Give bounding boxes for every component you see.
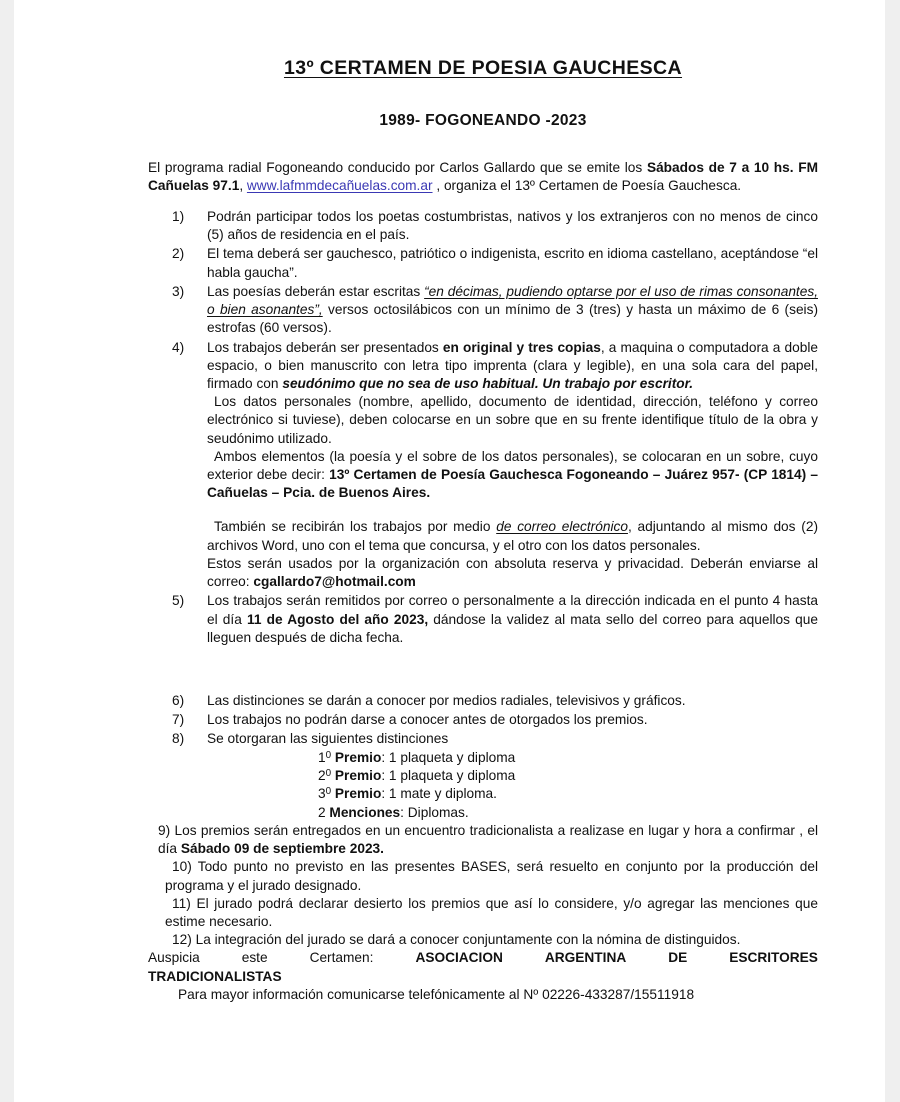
rule-item-6 (148, 692, 818, 710)
prize-ordinal: 2 (318, 768, 326, 784)
sponsor-word-2: este (241, 950, 268, 966)
privacy-paragraph (148, 555, 818, 591)
rule-item-4 (148, 339, 818, 394)
intro-text-part1: El programa radial Fogoneando conducido por Carlos Gallardo que se emite los (148, 159, 647, 175)
rule-number: 2) (172, 246, 185, 262)
sponsor-name-line2: TRADICIONALISTAS (148, 968, 282, 984)
rule-text: Los trabajos no podrán darse a conocer antes de otorgados los premios. (207, 712, 648, 728)
rule-text: Las distinciones se darán a conocer por medios radiales, televisivos y gráficos. (207, 693, 686, 708)
rules-list-continued (148, 592, 818, 647)
document-page (14, 0, 885, 1102)
tail-item-9 (148, 822, 818, 858)
tail-item-10 (148, 858, 818, 894)
intro-comma: , (239, 177, 247, 193)
rule-item-7 (148, 711, 818, 729)
sponsor-name-word-1: ASOCIACION (415, 950, 503, 966)
prize-ordinal-suffix: 0 (325, 786, 332, 798)
prize-value: : Diplomas. (400, 804, 469, 820)
rule-text-pre: Las poesías deberán estar escritas (207, 283, 425, 299)
intro-paragraph (148, 132, 818, 195)
rule-number: 8) (172, 731, 185, 747)
spacer (148, 502, 818, 518)
rule-item-5 (148, 592, 818, 647)
ceremony-date-bold: Sábado 09 de septiembre 2023. (180, 841, 384, 857)
spacer (148, 195, 818, 207)
email-text-emphasis: de correo electrónico (496, 519, 628, 535)
rule-text-post: dándose la validez al mata sello del correo para aquellos que lleguen después de dicha fecha. (207, 611, 818, 645)
contact-phone-line: Para mayor información comunicarse telefónicamente al Nº 02226-433287/15511918 (178, 986, 695, 1002)
rules-list-awards (148, 692, 818, 749)
prize-label: Premio (334, 749, 382, 765)
rules-list (148, 208, 818, 393)
rule-number: 6) (172, 693, 185, 708)
prize-label: Premio (334, 768, 382, 784)
tail-text: 10) Todo punto no previsto en las presentes BASES, será resuelto en conjunto por la producción del programa y el jurado designado. (165, 859, 818, 893)
rule-text-bold: en original y tres copias (442, 339, 601, 355)
rule-text-emphasis: “en décimas, pudiendo optarse por el uso de rimas consonantes, o bien asonantes”, (207, 283, 818, 318)
prize-item-third (318, 785, 818, 803)
rule-item-3 (148, 283, 818, 338)
sponsor-name-word-4: ESCRITORES (729, 950, 818, 966)
tail-text: 11) El jurado podrá declarar desierto los premios que así lo considere, y/o agregar las menciones que estime necesario. (165, 895, 818, 930)
page-title: 13º CERTAMEN DE POESIA GAUCHESCA (283, 57, 683, 79)
email-text-pre: También se recibirán los trabajos por medio (214, 519, 497, 535)
sponsor-row (148, 949, 818, 967)
prize-ordinal-suffix: 0 (325, 749, 332, 761)
rule-text-pre: Los trabajos serán remitidos por correo o personalmente a la dirección indicada en el punto 4 hasta el día (207, 593, 818, 627)
tail-text-pre: 9) Los premios serán entregados en un encuentro tradicionalista a realizase en lugar y hora a confirmar , el día (158, 822, 818, 857)
rule-item-1 (148, 208, 818, 244)
rule-text-pre: Los trabajos deberán ser presentados (207, 339, 443, 355)
intro-text-part2: , organiza el 13º Certamen de Poesía Gauchesca. (432, 177, 742, 193)
prize-value: : 1 plaqueta y diploma (381, 749, 516, 765)
prize-value: : 1 plaqueta y diploma (381, 768, 516, 784)
prize-ordinal: 1 (318, 749, 326, 765)
email-submission-paragraph (148, 518, 818, 554)
rule-number: 4) (172, 339, 185, 355)
rule-text: El tema deberá ser gauchesco, patriótico o indigenista, escrito en idioma castellano, aceptándose “el habla gaucha”. (207, 246, 818, 280)
tail-item-12 (148, 931, 818, 949)
prize-ordinal: 2 (318, 804, 330, 820)
tail-item-11 (148, 895, 818, 931)
rule-number: 7) (172, 712, 185, 728)
prize-item-mentions (318, 804, 818, 822)
sponsor-word-3: Certamen: (309, 950, 374, 966)
prize-ordinal: 3 (318, 786, 326, 802)
spacer (148, 647, 818, 691)
radio-website-link[interactable]: www.lafmmdecañuelas.com.ar (246, 177, 433, 193)
rule-item-8 (148, 730, 818, 748)
prize-label: Premio (334, 786, 382, 802)
sponsor-name-word-2: ARGENTINA (544, 950, 627, 966)
rule-number: 3) (172, 283, 185, 299)
tail-text: 12) La integración del jurado se dará a conocer conjuntamente con la nómina de distinguidos. (172, 932, 741, 948)
prize-item-first (318, 749, 818, 767)
sponsor-line (148, 949, 818, 985)
rule-number: 1) (172, 208, 185, 224)
prize-list (148, 749, 818, 822)
rule-text: Podrán participar todos los poetas costumbristas, nativos y los extranjeros con no menos de cinco (5) años de residencia en el país. (207, 208, 818, 243)
rule-number: 5) (172, 593, 185, 609)
sponsor-word-1: Auspicia (148, 950, 200, 966)
rule-text-bold-italic: seudónimo que no sea de uso habitual. Un trabajo por escritor. (282, 375, 694, 391)
rule-text: Se otorgaran las siguientes distinciones (207, 731, 449, 747)
envelope-address-bold: 13º Certamen de Poesía Gauchesca Fogoneando – Juárez 957- (CP 1814) – Cañuelas – Pcia. de Buenos Aires. (207, 467, 818, 501)
rule-text-mid: , a maquina o computadora a doble espacio, o bien manuscrito con letra tipo imprenta (clara y legible), en una sola cara del papel, firmado con (207, 339, 818, 391)
page-subtitle: 1989- FOGONEANDO -2023 (379, 111, 587, 129)
prize-ordinal-suffix: 0 (325, 768, 332, 780)
prize-item-second (318, 767, 818, 785)
sponsor-name-word-3: DE (668, 950, 688, 966)
envelope-paragraph (148, 448, 818, 503)
rule-text-post: versos octosilábicos con un mínimo de 3 (tres) y hasta un máximo de 6 (seis) estrofas (60 versos). (207, 302, 818, 336)
privacy-text-pre: Estos serán usados por la organización con absoluta reserva y privacidad. Deberán enviarse al correo: (207, 555, 818, 590)
rule-item-2 (148, 245, 818, 281)
envelope-text-pre: Ambos elementos (la poesía y el sobre de los datos personales), se colocaran en un sobre, cuyo exterior debe decir: (207, 448, 818, 483)
intro-schedule-bold: Sábados de 7 a 10 hs. FM Cañuelas 97.1 (148, 159, 818, 193)
prize-value: : 1 mate y diploma. (381, 786, 497, 802)
deadline-date-bold: 11 de Agosto del año 2023, (246, 611, 429, 627)
personal-data-paragraph: Los datos personales (nombre, apellido, documento de identidad, dirección, teléfono y correo electrónico si tuviese), deben colocarse en un sobre que en su frente identifique título de la obra y seudónimo utilizado. (207, 394, 818, 446)
document-body (148, 0, 818, 1004)
email-text-post: , adjuntando al mismo dos (2) archivos Word, uno con el tema que concursa, y el otro con los datos personales. (207, 519, 818, 553)
prize-label: Menciones (329, 804, 401, 820)
contact-email-address: cgallardo7@hotmail.com (253, 574, 416, 590)
